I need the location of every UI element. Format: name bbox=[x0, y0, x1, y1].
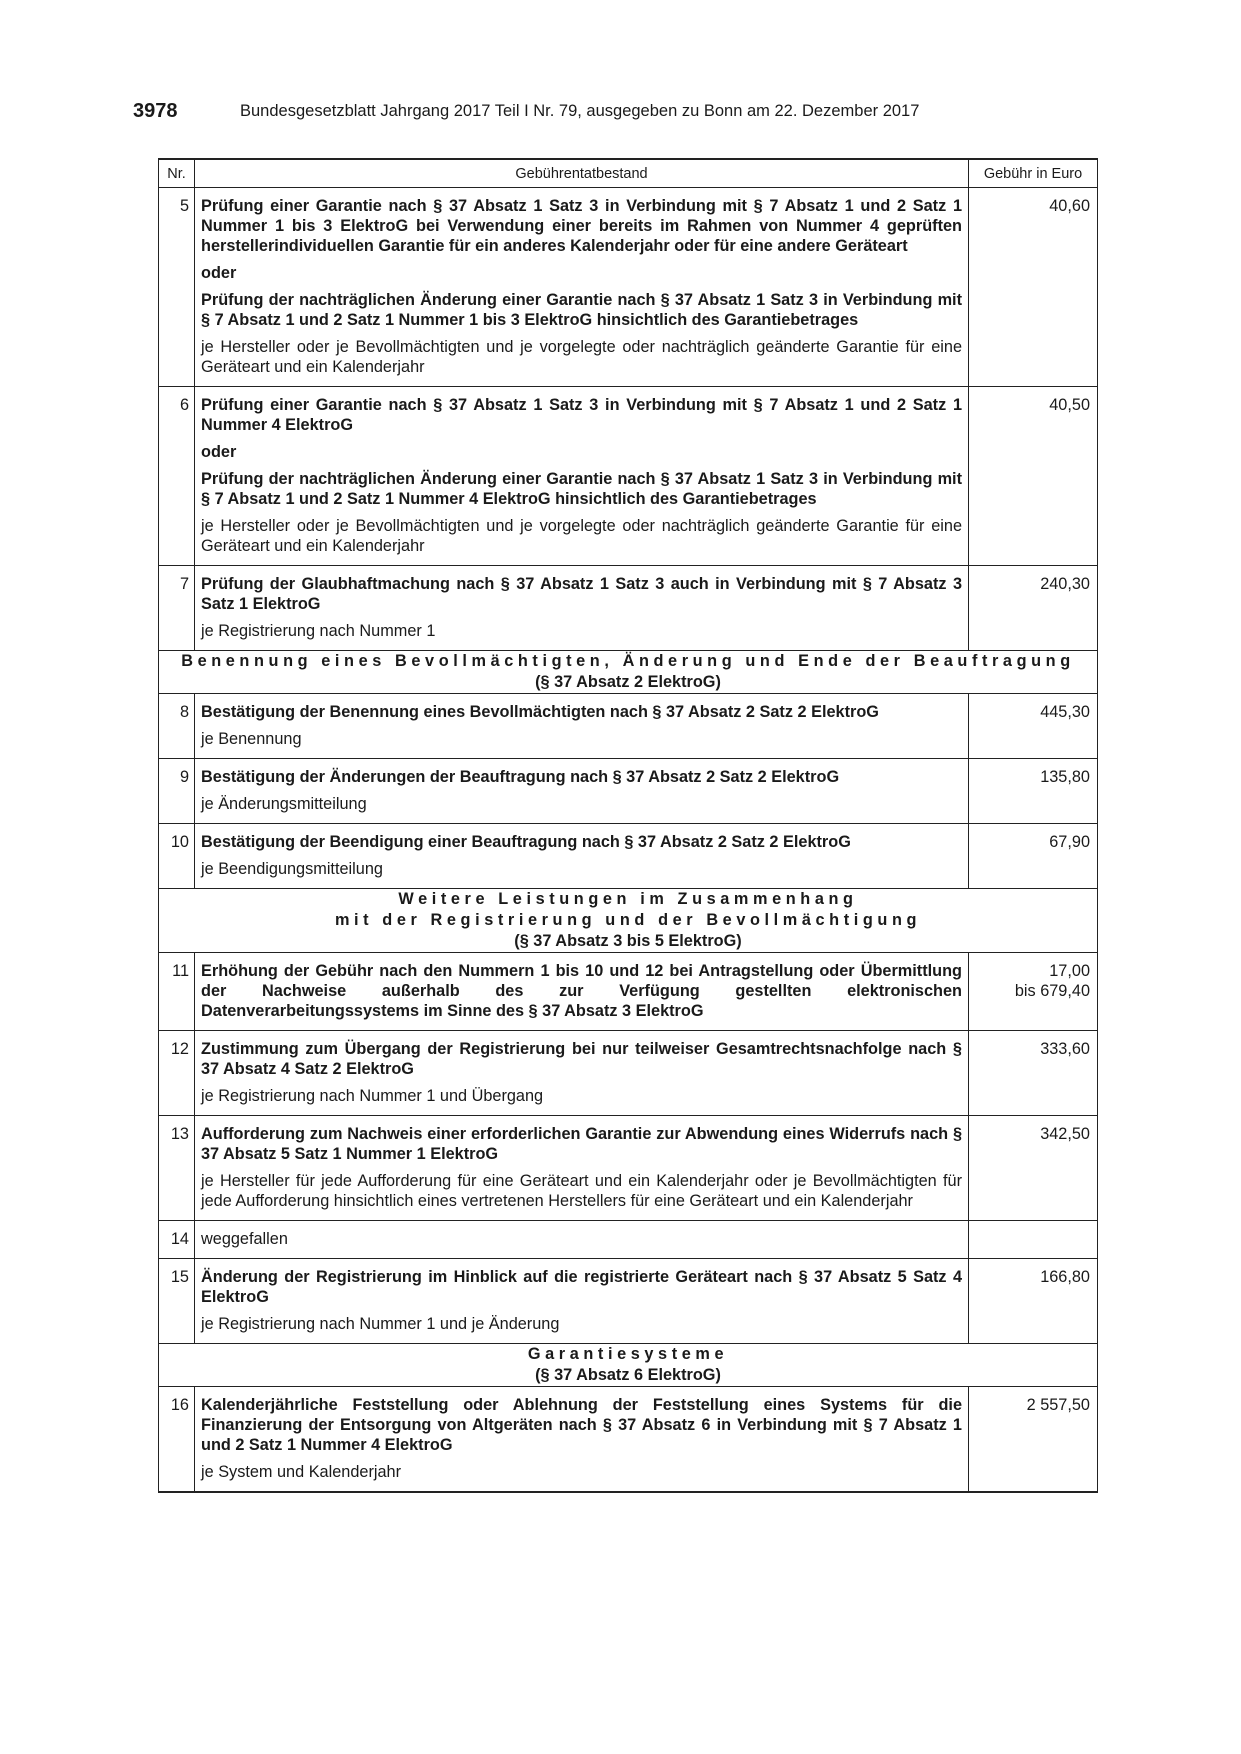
entry-number: 12 bbox=[159, 1031, 195, 1116]
fee-basis-text: je Hersteller oder je Bevollmächtigten und je vorgelegte oder nachträglich geänderte Garantie für eine Geräteart und ein Kalenderjahr bbox=[201, 517, 962, 555]
section-title: mit der Registrierung und der Bevollmächtigung bbox=[334, 911, 922, 929]
table-row bbox=[159, 1221, 1098, 1259]
fee-amount: 333,60 bbox=[1040, 1040, 1090, 1058]
entry-number: 13 bbox=[159, 1116, 195, 1221]
section-reference: (§ 37 Absatz 2 ElektroG) bbox=[535, 673, 721, 691]
table-body bbox=[159, 188, 1098, 1493]
table-row bbox=[159, 1387, 1098, 1493]
entry-description bbox=[195, 1221, 969, 1259]
fee-condition-text: Änderung der Registrierung im Hinblick auf die registrierte Geräteart nach § 37 Absatz 5 Satz 4 ElektroG bbox=[201, 1268, 962, 1306]
section-title: Weitere Leistungen im Zusammenhang bbox=[398, 890, 858, 908]
entry-number: 8 bbox=[159, 694, 195, 759]
section-heading bbox=[159, 889, 1098, 953]
fee-amount: 166,80 bbox=[1040, 1268, 1090, 1286]
page-header bbox=[133, 100, 1083, 130]
table-row bbox=[159, 759, 1098, 824]
entry-fee bbox=[969, 1221, 1098, 1259]
entry-description bbox=[195, 387, 969, 566]
fee-condition-text: Prüfung einer Garantie nach § 37 Absatz 1 Satz 3 in Verbindung mit § 7 Absatz 1 und 2 Satz 1 Nummer 4 ElektroG bbox=[201, 396, 962, 434]
fee-basis-text: je Registrierung nach Nummer 1 und Übergang bbox=[201, 1087, 544, 1105]
section-heading-row bbox=[159, 651, 1098, 694]
fee-basis-text: weggefallen bbox=[201, 1230, 288, 1248]
entry-number: 11 bbox=[159, 953, 195, 1031]
fee-basis-text: je Registrierung nach Nummer 1 bbox=[201, 622, 436, 640]
fee-amount: 17,00 bbox=[1049, 962, 1090, 980]
entry-fee bbox=[969, 188, 1098, 387]
fee-condition-text: Prüfung der nachträglichen Änderung einer Garantie nach § 37 Absatz 1 Satz 3 in Verbindung mit § 7 Absatz 1 und 2 Satz 1 Nummer 4 ElektroG hinsichtlich des Garantiebetrages bbox=[201, 470, 962, 508]
table-row bbox=[159, 566, 1098, 651]
fee-amount: 342,50 bbox=[1040, 1125, 1090, 1143]
fee-table bbox=[158, 158, 1098, 1493]
entry-fee bbox=[969, 1387, 1098, 1493]
fee-amount: 40,50 bbox=[1049, 396, 1090, 414]
fee-condition-text: Bestätigung der Benennung eines Bevollmächtigten nach § 37 Absatz 2 Satz 2 ElektroG bbox=[201, 703, 879, 721]
fee-amount: 240,30 bbox=[1040, 575, 1090, 593]
fee-basis-text: je System und Kalenderjahr bbox=[201, 1463, 402, 1481]
section-title: Benennung eines Bevollmächtigten, Änderung und Ende der Beauftragung bbox=[181, 652, 1075, 670]
fee-condition-text: Erhöhung der Gebühr nach den Nummern 1 bis 10 und 12 bei Antragstellung oder Übermittlung der Nachweise außerhalb des zur Verfügung gestellten elektronischen Datenverarbeitungssystems im Sinne des § 37 Absatz 3 ElektroG bbox=[201, 962, 962, 1020]
entry-fee bbox=[969, 953, 1098, 1031]
entry-description bbox=[195, 188, 969, 387]
section-heading-row bbox=[159, 1344, 1098, 1387]
section-reference: (§ 37 Absatz 6 ElektroG) bbox=[535, 1366, 721, 1384]
fee-condition-text: oder bbox=[201, 264, 237, 282]
fee-condition-text: Zustimmung zum Übergang der Registrierung bei nur teilweiser Gesamtrechtsnachfolge nach § 37 Absatz 4 Satz 2 ElektroG bbox=[201, 1040, 962, 1078]
entry-number: 16 bbox=[159, 1387, 195, 1493]
table-row bbox=[159, 188, 1098, 387]
fee-amount: bis 679,40 bbox=[1014, 982, 1090, 1000]
fee-basis-text: je Benennung bbox=[201, 730, 302, 748]
entry-number: 15 bbox=[159, 1259, 195, 1344]
entry-description bbox=[195, 694, 969, 759]
entry-description bbox=[195, 759, 969, 824]
fee-amount: 135,80 bbox=[1040, 768, 1090, 786]
section-reference: (§ 37 Absatz 3 bis 5 ElektroG) bbox=[514, 932, 742, 950]
fee-condition-text: Prüfung der nachträglichen Änderung einer Garantie nach § 37 Absatz 1 Satz 3 in Verbindung mit § 7 Absatz 1 und 2 Satz 1 Nummer 1 bis 3 ElektroG hinsichtlich des Garantiebetrages bbox=[201, 291, 962, 329]
table-header-row bbox=[159, 159, 1098, 188]
entry-description bbox=[195, 1031, 969, 1116]
fee-basis-text: je Registrierung nach Nummer 1 und je Änderung bbox=[201, 1315, 560, 1333]
column-header-description: Gebührentatbestand bbox=[195, 159, 969, 188]
entry-number: 5 bbox=[159, 188, 195, 387]
entry-number: 7 bbox=[159, 566, 195, 651]
fee-condition-text: Bestätigung der Beendigung einer Beauftragung nach § 37 Absatz 2 Satz 2 ElektroG bbox=[201, 833, 851, 851]
entry-fee bbox=[969, 1259, 1098, 1344]
entry-number: 9 bbox=[159, 759, 195, 824]
table-row bbox=[159, 387, 1098, 566]
entry-number: 6 bbox=[159, 387, 195, 566]
entry-number: 14 bbox=[159, 1221, 195, 1259]
section-heading bbox=[159, 651, 1098, 694]
running-head: Bundesgesetzblatt Jahrgang 2017 Teil I Nr. 79, ausgegeben zu Bonn am 22. Dezember 2017 bbox=[240, 102, 920, 120]
entry-description bbox=[195, 824, 969, 889]
entry-fee bbox=[969, 566, 1098, 651]
section-heading-row bbox=[159, 889, 1098, 953]
entry-description bbox=[195, 566, 969, 651]
fee-amount: 40,60 bbox=[1049, 197, 1090, 215]
section-title: Garantiesysteme bbox=[527, 1345, 729, 1363]
entry-fee bbox=[969, 694, 1098, 759]
table-row bbox=[159, 953, 1098, 1031]
entry-fee bbox=[969, 824, 1098, 889]
fee-amount: 2 557,50 bbox=[1026, 1396, 1090, 1414]
fee-basis-text: je Hersteller für jede Aufforderung für eine Geräteart und ein Kalenderjahr oder je Bevollmächtigten für jede Aufforderung hinsichtlich eines vertretenen Herstellers für eine Geräteart und ein Kalenderjahr bbox=[201, 1172, 962, 1210]
page-number: 3978 bbox=[133, 100, 178, 122]
fee-amount: 445,30 bbox=[1040, 703, 1090, 721]
table-row bbox=[159, 694, 1098, 759]
table-row bbox=[159, 824, 1098, 889]
fee-condition-text: Aufforderung zum Nachweis einer erforderlichen Garantie zur Abwendung eines Widerrufs nach § 37 Absatz 5 Satz 1 Nummer 1 ElektroG bbox=[201, 1125, 962, 1163]
entry-number: 10 bbox=[159, 824, 195, 889]
table-row bbox=[159, 1259, 1098, 1344]
column-header-fee: Gebühr in Euro bbox=[969, 159, 1098, 188]
entry-fee bbox=[969, 1116, 1098, 1221]
entry-fee bbox=[969, 387, 1098, 566]
fee-condition-text: Prüfung der Glaubhaftmachung nach § 37 Absatz 1 Satz 3 auch in Verbindung mit § 7 Absatz 3 Satz 1 ElektroG bbox=[201, 575, 962, 613]
entry-description bbox=[195, 953, 969, 1031]
entry-description bbox=[195, 1116, 969, 1221]
fee-condition-text: Bestätigung der Änderungen der Beauftragung nach § 37 Absatz 2 Satz 2 ElektroG bbox=[201, 768, 840, 786]
fee-basis-text: je Hersteller oder je Bevollmächtigten und je vorgelegte oder nachträglich geänderte Garantie für eine Geräteart und ein Kalenderjahr bbox=[201, 338, 962, 376]
fee-condition-text: Prüfung einer Garantie nach § 37 Absatz 1 Satz 3 in Verbindung mit § 7 Absatz 1 und 2 Satz 1 Nummer 1 bis 3 ElektroG bei Verwendung einer bereits im Rahmen von Nummer 4 geprüften herstellerindividuellen Garantie für ein anderes Kalenderjahr oder für eine andere Geräteart bbox=[201, 197, 962, 255]
entry-description bbox=[195, 1387, 969, 1493]
table-row bbox=[159, 1031, 1098, 1116]
section-heading bbox=[159, 1344, 1098, 1387]
fee-condition-text: Kalenderjährliche Feststellung oder Ablehnung der Feststellung eines Systems für die Finanzierung der Entsorgung von Altgeräten nach § 37 Absatz 6 in Verbindung mit § 7 Absatz 1 und 2 Satz 1 Nummer 4 ElektroG bbox=[201, 1396, 962, 1454]
table-row bbox=[159, 1116, 1098, 1221]
column-header-nr: Nr. bbox=[159, 159, 195, 188]
fee-condition-text: oder bbox=[201, 443, 237, 461]
entry-fee bbox=[969, 1031, 1098, 1116]
fee-amount: 67,90 bbox=[1049, 833, 1090, 851]
fee-basis-text: je Beendigungsmitteilung bbox=[201, 860, 383, 878]
fee-basis-text: je Änderungsmitteilung bbox=[201, 795, 367, 813]
entry-description bbox=[195, 1259, 969, 1344]
entry-fee bbox=[969, 759, 1098, 824]
